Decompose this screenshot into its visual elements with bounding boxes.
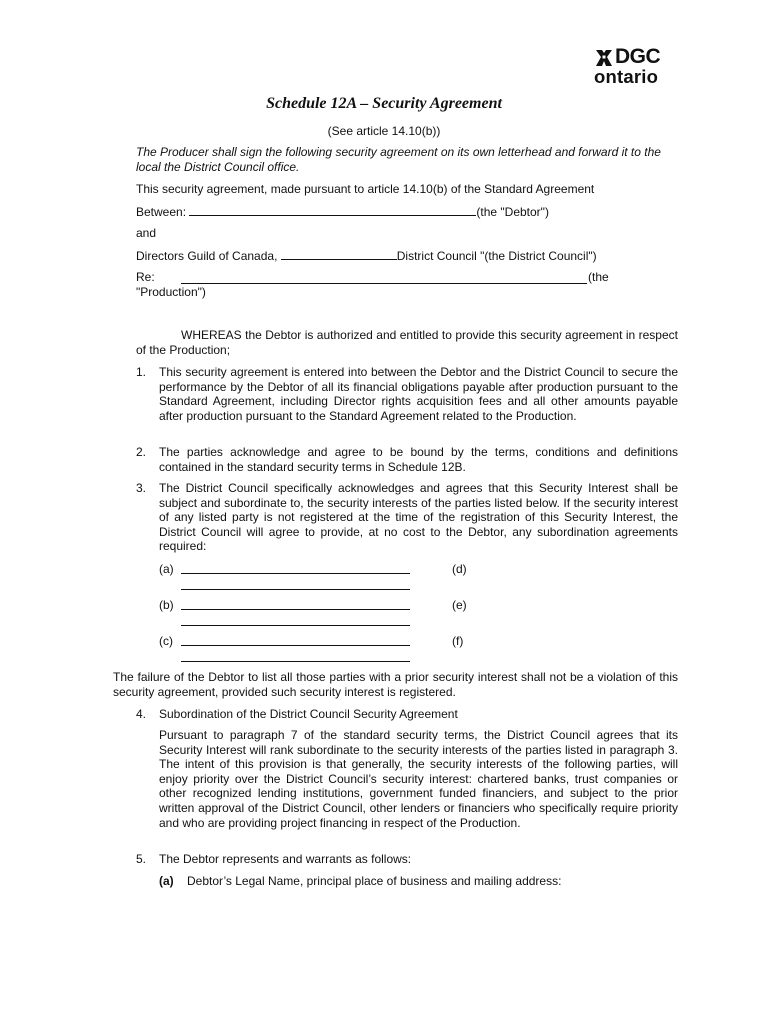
dgc-suffix: District Council "(the District Council") bbox=[396, 249, 597, 263]
between-label: Between: bbox=[136, 205, 187, 219]
sub-item-f-label: (f) bbox=[452, 634, 464, 648]
production-name-blank[interactable] bbox=[181, 283, 587, 284]
item-3-text: The District Council specifically acknowledges and agrees that this Security Interest shall be subject and subordinate to, the security interests of the parties listed below. If the security interest of any listed party is not registered at the time of the registration of this Security Interest, the District Council will agree to provide, at no cost to the Debtor, any subordination agreements required: bbox=[159, 481, 678, 554]
instruction-text: The Producer shall sign the following security agreement on its own letterhead and forward it to the local the District Council office. bbox=[136, 145, 661, 174]
sub-item-d-label: (d) bbox=[452, 562, 467, 576]
item-1-number: 1. bbox=[136, 365, 147, 379]
sub-item-c-blank-2[interactable] bbox=[181, 661, 410, 662]
debtor-suffix: (the "Debtor") bbox=[476, 205, 549, 219]
sub-item-a-blank-2[interactable] bbox=[181, 589, 410, 590]
district-council-blank[interactable] bbox=[281, 248, 397, 260]
item-5-text: The Debtor represents and warrants as follows: bbox=[159, 852, 412, 866]
item-3-number: 3. bbox=[136, 481, 147, 495]
between-line bbox=[136, 204, 549, 220]
sub-item-a-label: (a) bbox=[159, 562, 174, 576]
production-label: "Production") bbox=[136, 285, 206, 299]
page-subtitle: (See article 14.10(b)) bbox=[327, 124, 441, 138]
page-title: Schedule 12A – Security Agreement bbox=[266, 95, 502, 112]
and-label: and bbox=[136, 226, 157, 240]
made-pursuant-text: This security agreement, made pursuant to article 14.10(b) of the Standard Agreement bbox=[136, 182, 595, 196]
logo-region-text: ontario bbox=[594, 66, 659, 87]
sub-item-e-label: (e) bbox=[452, 598, 467, 612]
dgc-emblem-icon bbox=[594, 49, 614, 67]
dgc-line bbox=[136, 248, 597, 264]
sub-item-c-label: (c) bbox=[159, 634, 173, 648]
logo-brand-text: DGC bbox=[615, 45, 661, 68]
item-2-text: The parties acknowledge and agree to be bound by the terms, conditions and definitions contained in the standard security terms in Schedule 12B. bbox=[159, 445, 678, 474]
failure-clause: The failure of the Debtor to list all those parties with a prior security interest shall not be a violation of this security agreement, provided such security interest is registered. bbox=[113, 670, 678, 699]
re-label: Re: bbox=[136, 270, 155, 284]
sub-item-c-blank[interactable] bbox=[181, 645, 410, 646]
item-4-number: 4. bbox=[136, 707, 147, 721]
sub-item-b-blank[interactable] bbox=[181, 609, 410, 610]
item-1-text: This security agreement is entered into between the Debtor and the District Council to secure the performance by the Debtor of all its financial obligations payable after production pursuant to the Standard Agreement, including Director rights acquisition fees and all other amounts payable after production pursuant to the Standard Agreement related to the Production. bbox=[159, 365, 678, 423]
item-2-number: 2. bbox=[136, 445, 147, 459]
debtor-name-blank[interactable] bbox=[189, 204, 476, 216]
sub-item-a-blank[interactable] bbox=[181, 573, 410, 574]
item-4-heading: Subordination of the District Council Security Agreement bbox=[159, 707, 458, 721]
sub-item-b-blank-2[interactable] bbox=[181, 625, 410, 626]
sub-item-b-label: (b) bbox=[159, 598, 174, 612]
item-5-number: 5. bbox=[136, 852, 147, 866]
whereas-clause: WHEREAS the Debtor is authorized and entitled to provide this security agreement in respect of the Production; bbox=[136, 328, 678, 357]
item-4-body: Pursuant to paragraph 7 of the standard security terms, the District Council agrees that its Security Interest will rank subordinate to the security interests of the parties listed in paragraph 3. The intent of this provision is that generally, the security interests of the following parties, will enjoy priority over the District Council’s security interest: chartered banks, trust companies or other recognized lending institutions, government funded financiers, and subject to the prior written approval of the District Council, other lenders or financiers who specifically require priority and who are providing project financing in respect of the Production. bbox=[159, 728, 678, 830]
re-suffix: (the bbox=[588, 270, 609, 284]
item-5a-label: (a) bbox=[159, 874, 174, 888]
item-5a-text: Debtor’s Legal Name, principal place of business and mailing address: bbox=[187, 874, 562, 888]
dgc-ontario-logo bbox=[594, 46, 684, 90]
dgc-prefix: Directors Guild of Canada, bbox=[136, 249, 278, 263]
